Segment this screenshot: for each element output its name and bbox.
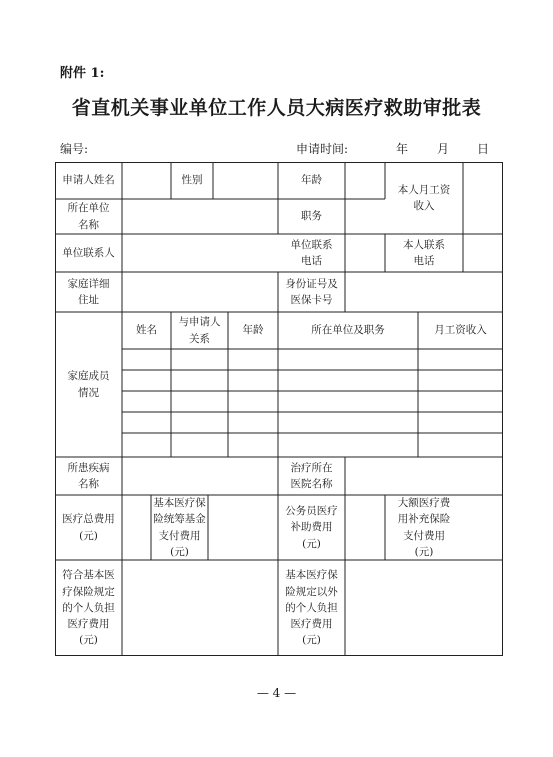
family-salary-header: 月工资收入 [434, 324, 487, 337]
personal-burden-in-scope-field[interactable] [122, 560, 278, 656]
personal-burden-in-scope-label: 符合基本医 疗保险规定 的个人负担 医疗费用 (元) [62, 569, 115, 647]
family-name-header: 姓名 [136, 324, 157, 337]
form-title: 省直机关事业单位工作人员大病医疗救助审批表 [71, 97, 482, 119]
large-supplement-label: 大额医疗费 用补充保险 支付费用 (元) [397, 496, 451, 558]
hospital-name-field[interactable] [345, 457, 503, 495]
gender-field[interactable] [213, 162, 278, 199]
total-cost-field[interactable] [122, 495, 151, 560]
apply-time-label: 申请时间: [296, 142, 349, 156]
application-form-table [55, 162, 503, 656]
family-row-5[interactable] [122, 433, 503, 457]
year-label: 年 [396, 142, 409, 156]
home-address-field[interactable] [122, 272, 278, 312]
large-supplement-field[interactable] [463, 495, 503, 560]
family-row-1[interactable] [122, 349, 503, 370]
personal-burden-out-scope-label: 基本医疗保 险规定以外 的个人负担 医疗费用 (元) [285, 569, 338, 647]
age-field[interactable] [345, 162, 385, 199]
civil-servant-subsidy-field[interactable] [345, 495, 385, 560]
month-label: 月 [437, 142, 450, 156]
family-age-header: 年龄 [242, 324, 264, 337]
attachment-label: 附件 1: [60, 66, 105, 81]
position-field[interactable] [345, 199, 385, 234]
family-relation-header: 与申请人 关系 [178, 316, 221, 345]
unit-name-label: 所在单位 名称 [67, 202, 110, 231]
civil-servant-subsidy-label: 公务员医疗 补助费用 (元) [285, 505, 338, 550]
unit-contact-label: 单位联系人 [62, 246, 115, 259]
page-number: — 4 — [256, 686, 297, 700]
self-phone-label: 本人联系 电话 [403, 238, 445, 267]
family-row-3[interactable] [122, 391, 503, 412]
family-row-4[interactable] [122, 412, 503, 433]
gender-label: 性别 [181, 174, 203, 187]
day-label: 日 [477, 142, 490, 156]
applicant-name-label: 申请人姓名 [62, 174, 115, 187]
unit-phone-field[interactable] [345, 234, 385, 272]
pool-fund-label: 基本医疗保 险统筹基金 支付费用 (元) [153, 496, 206, 558]
total-cost-label: 医疗总费用 (元) [62, 513, 115, 542]
monthly-salary-field[interactable] [463, 162, 503, 234]
pool-fund-field[interactable] [208, 495, 278, 560]
home-address-label: 家庭详细 住址 [67, 277, 110, 306]
unit-phone-label: 单位联系 电话 [290, 238, 333, 267]
disease-name-field[interactable] [122, 457, 278, 495]
id-number-field[interactable] [345, 272, 503, 312]
monthly-salary-label: 本人月工资 收入 [397, 183, 451, 212]
id-number-label: 身份证号及 医保卡号 [285, 277, 338, 306]
personal-burden-out-scope-field[interactable] [345, 560, 503, 656]
applicant-name-field[interactable] [122, 162, 171, 199]
disease-name-label: 所患疾病 名称 [67, 461, 110, 490]
hospital-name-label: 治疗所在 医院名称 [290, 461, 333, 490]
number-label: 编号: [60, 142, 89, 156]
self-phone-field[interactable] [463, 234, 503, 272]
position-label: 职务 [301, 210, 322, 223]
age-label: 年龄 [301, 174, 322, 187]
unit-contact-field[interactable] [122, 234, 278, 272]
unit-name-field[interactable] [122, 199, 278, 234]
family-unit-header: 所在单位及职务 [311, 324, 385, 337]
family-members-label: 家庭成员 情况 [67, 370, 110, 399]
family-row-2[interactable] [122, 370, 503, 391]
